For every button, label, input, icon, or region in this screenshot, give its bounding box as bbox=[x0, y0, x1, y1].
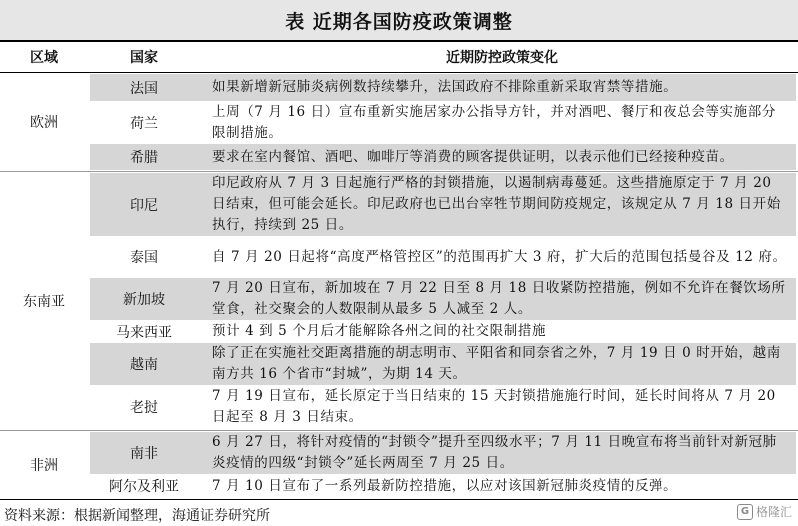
table-row bbox=[90, 173, 796, 236]
policy-cell: 要求在室内餐馆、酒吧、咖啡厅等消费的顾客提供证明，以表示他们已经接种疫苗。 bbox=[212, 148, 734, 165]
policy-cell: 除了正在实施社交距离措施的胡志明市、平阳省和同奈省之外，7 月 19 日 0 时开始，越南南方共 16 个省市“封城”，为期 14 天。 bbox=[212, 345, 781, 382]
table-row bbox=[90, 278, 796, 320]
table-row bbox=[90, 385, 796, 429]
country-cell: 南非 bbox=[130, 446, 158, 462]
bottom-rule bbox=[0, 499, 798, 500]
policy-cell: 6 月 27 日，将针对疫情的“封锁令”提升至四级水平；7 月 11 日晚宣布将当前针对新冠肺炎疫情的四级“封锁令”延长两周至 7 月 25 日。 bbox=[212, 434, 777, 471]
country-cell: 老挝 bbox=[130, 400, 158, 416]
country-cell: 阿尔及利亚 bbox=[109, 479, 179, 495]
header-country: 国家 bbox=[130, 50, 158, 66]
region-divider bbox=[0, 171, 798, 172]
table-row bbox=[90, 74, 796, 101]
policy-cell: 印尼政府从 7 月 3 日起施行严格的封锁措施，以遏制病毒蔓延。这些措施原定于 7 月 20 日结束，但可能会延长。印尼政府也已出台宰牲节期间防疫规定，该规定从 7 月 18 日开始执行，持续到 25 日。 bbox=[212, 175, 781, 233]
table-row bbox=[90, 236, 796, 278]
policy-cell: 自 7 月 20 日起将“高度严格管控区”的范围再扩大 3 府，扩大后的范围包括曼谷及 12 府。 bbox=[212, 248, 787, 265]
table-row bbox=[90, 144, 796, 170]
source-note: 资料来源：根据新闻整理，海通证券研究所 bbox=[4, 508, 270, 524]
country-cell: 希腊 bbox=[130, 150, 158, 166]
country-cell: 法国 bbox=[130, 80, 158, 97]
country-cell: 荷兰 bbox=[130, 115, 158, 132]
table-title: 表 近期各国防疫政策调整 bbox=[285, 10, 513, 33]
table-row bbox=[90, 343, 796, 385]
table-row bbox=[90, 474, 796, 498]
watermark-text: 格隆汇 bbox=[755, 505, 792, 519]
watermark-logo-icon: G bbox=[737, 504, 753, 520]
region-europe: 欧洲 bbox=[30, 115, 58, 131]
policy-cell: 7 月 20 日宣布，新加坡在 7 月 22 日至 8 月 18 日收紧防控措施，例如不允许在餐饮场所堂食，社交聚会的人数限制从最多 5 人减至 2 人。 bbox=[212, 280, 786, 317]
policy-cell: 上周（7 月 16 日）宣布重新实施居家办公指导方针，并对酒吧、餐厅和夜总会等实施部分限制措施。 bbox=[212, 103, 776, 141]
table-row bbox=[90, 320, 796, 343]
country-cell: 越南 bbox=[130, 357, 158, 373]
country-cell: 印尼 bbox=[130, 197, 158, 214]
region-southeast-asia: 东南亚 bbox=[23, 294, 65, 310]
header-policy: 近期防控政策变化 bbox=[446, 50, 558, 66]
header-region: 区域 bbox=[30, 50, 58, 66]
country-cell: 马来西亚 bbox=[116, 324, 172, 341]
watermark bbox=[737, 503, 792, 520]
table-row bbox=[90, 432, 796, 474]
policy-cell: 7 月 10 日宣布了一系列最新防控措施，以应对该国新冠肺炎疫情的反弹。 bbox=[212, 477, 678, 494]
region-africa: 非洲 bbox=[30, 458, 58, 474]
policy-cell: 预计 4 到 5 个月后才能解除各州之间的社交限制措施 bbox=[212, 323, 547, 339]
table-row bbox=[90, 101, 796, 144]
title-bar bbox=[0, 0, 798, 40]
country-cell: 新加坡 bbox=[123, 292, 165, 308]
header-rule bbox=[0, 72, 798, 73]
country-cell: 泰国 bbox=[130, 250, 158, 266]
region-divider bbox=[0, 430, 798, 431]
policy-cell: 如果新增新冠肺炎病例数持续攀升，法国政府不排除重新采取宵禁等措施。 bbox=[212, 79, 678, 95]
policy-cell: 7 月 19 日宣布，延长原定于当日结束的 15 天封锁措施施行时间，延长时间将从 7 月 20 日起至 8 月 3 日结束。 bbox=[212, 388, 776, 425]
